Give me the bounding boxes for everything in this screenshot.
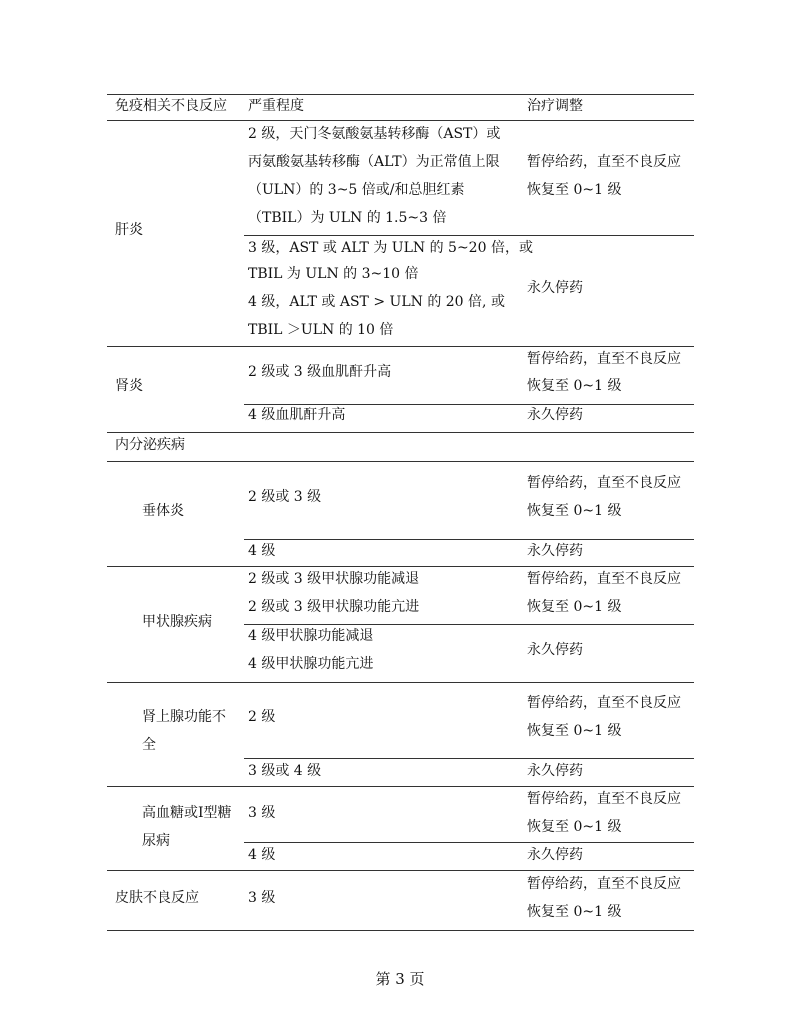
row-divider (107, 346, 694, 347)
severity-line: 丙氨酸氨基转移酶（ALT）为正常值上限 (248, 154, 500, 170)
reaction-endocrine: 内分泌疾病 (115, 437, 185, 453)
reaction-adrenal-cont: 全 (142, 737, 156, 753)
treatment-line: 恢复至 0~1 级 (527, 503, 622, 519)
reaction-hepatitis: 肝炎 (115, 222, 143, 238)
treatment-line: 恢复至 0~1 级 (527, 904, 622, 920)
severity-line: 2 级 (248, 709, 276, 725)
row-divider (107, 786, 694, 787)
row-divider (244, 539, 694, 540)
severity-line: 4 级血肌酐升高 (248, 407, 346, 423)
reaction-skin: 皮肤不良反应 (115, 890, 199, 906)
severity-line: 3 级 (248, 890, 276, 906)
severity-line: （TBIL）为 ULN 的 1.5~3 倍 (248, 210, 447, 226)
treatment-line: 永久停药 (527, 642, 583, 658)
treatment-line: 永久停药 (527, 543, 583, 559)
row-divider (244, 842, 694, 843)
severity-line: 4 级 (248, 847, 276, 863)
treatment-line: 恢复至 0~1 级 (527, 599, 622, 615)
row-divider (107, 682, 694, 683)
row-divider (244, 235, 694, 236)
treatment-line: 永久停药 (527, 280, 583, 296)
severity-line: （ULN）的 3~5 倍或/和总胆红素 (248, 182, 465, 198)
treatment-line: 暂停给药，直至不良反应 (527, 154, 681, 170)
severity-line: 2 级或 3 级 (248, 489, 322, 505)
severity-line: TBIL 为 ULN 的 3~10 倍 (248, 266, 419, 282)
treatment-line: 永久停药 (527, 407, 583, 423)
row-divider (107, 461, 694, 462)
severity-line: 4 级，ALT 或 AST > ULN 的 20 倍, 或 (248, 294, 505, 310)
severity-line: 4 级甲状腺功能减退 (248, 628, 374, 644)
treatment-line: 恢复至 0~1 级 (527, 378, 622, 394)
severity-line: 4 级 (248, 543, 276, 559)
header-treatment: 治疗调整 (527, 98, 583, 114)
severity-line: 2 级，天门冬氨酸氨基转移酶（AST）或 (248, 126, 501, 142)
reaction-adrenal: 肾上腺功能不 (142, 709, 226, 725)
treatment-line: 永久停药 (527, 763, 583, 779)
table-top-rule (107, 94, 694, 95)
treatment-line: 暂停给药，直至不良反应 (527, 351, 681, 367)
treatment-line: 暂停给药，直至不良反应 (527, 475, 681, 491)
severity-line: 2 级或 3 级血肌酐升高 (248, 364, 392, 380)
reaction-hypophysitis: 垂体炎 (142, 503, 184, 519)
treatment-line: 暂停给药，直至不良反应 (527, 571, 681, 587)
severity-line: 2 级或 3 级甲状腺功能亢进 (248, 599, 420, 615)
severity-line: 3 级，AST 或 ALT 为 ULN 的 5~20 倍，或 (248, 240, 533, 256)
header-severity: 严重程度 (248, 98, 304, 114)
reaction-nephritis: 肾炎 (115, 378, 143, 394)
treatment-line: 暂停给药，直至不良反应 (527, 876, 681, 892)
row-divider (107, 432, 694, 433)
treatment-line: 暂停给药，直至不良反应 (527, 695, 681, 711)
treatment-line: 恢复至 0~1 级 (527, 182, 622, 198)
row-divider (244, 624, 694, 625)
treatment-line: 恢复至 0~1 级 (527, 819, 622, 835)
severity-line: TBIL ＞ULN 的 10 倍 (248, 322, 394, 338)
header-reaction: 免疫相关不良反应 (115, 98, 227, 114)
severity-line: 3 级或 4 级 (248, 763, 322, 779)
severity-line: 2 级或 3 级甲状腺功能减退 (248, 571, 420, 587)
treatment-line: 暂停给药，直至不良反应 (527, 791, 681, 807)
row-divider (107, 566, 694, 567)
reaction-hyperglycemia: 高血糖或I型糖 (142, 805, 232, 821)
treatment-line: 恢复至 0~1 级 (527, 723, 622, 739)
reaction-thyroid: 甲状腺疾病 (142, 614, 212, 630)
severity-line: 3 级 (248, 805, 276, 821)
page-number: 第 3 页 (375, 970, 425, 988)
row-divider (107, 870, 694, 871)
reaction-hyperglycemia-cont: 尿病 (142, 833, 170, 849)
table-bottom-rule (107, 930, 694, 931)
header-bottom-rule (107, 120, 694, 121)
severity-line: 4 级甲状腺功能亢进 (248, 656, 374, 672)
row-divider (244, 758, 694, 759)
treatment-line: 永久停药 (527, 847, 583, 863)
